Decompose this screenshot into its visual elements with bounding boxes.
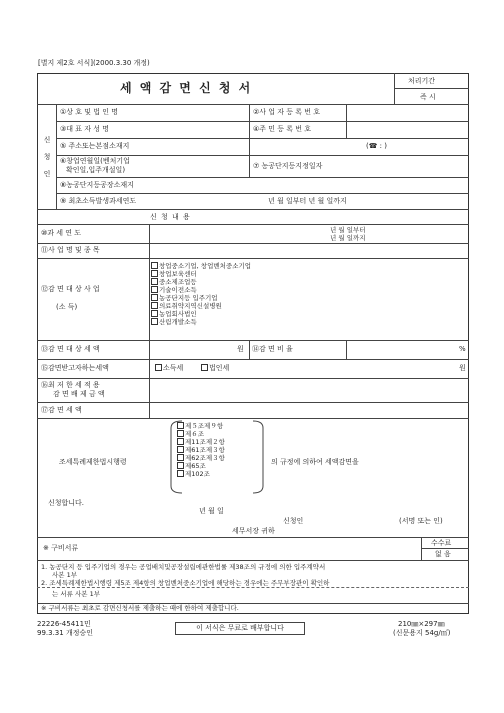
clause-item[interactable]: 제11조제２항 — [177, 438, 225, 446]
paper-size: 210㎜×297㎜ — [398, 620, 445, 628]
target-tax-label: ⑮감면받고자하는세액 — [41, 364, 109, 372]
checkbox-icon[interactable] — [177, 462, 184, 469]
footer-approval: 99.3.31 개정승인 — [37, 629, 93, 637]
date-line: 년 월 일 — [199, 507, 224, 515]
business-field[interactable] — [150, 244, 468, 257]
clause-item[interactable]: 제61조제３항 — [177, 446, 225, 454]
checkbox-icon[interactable] — [177, 422, 184, 429]
applicant-label: 신청인 — [283, 517, 304, 525]
document-item-2a: 2. 조세특례제한법시행령 제5조 제4항의 창업벤처중소기업에 해당하는 경우에는 주무부장관이 확인하 — [41, 579, 330, 587]
industrial-complex-date-field[interactable] — [350, 156, 468, 176]
tax-year-to: 년 월 일까지 — [330, 234, 366, 242]
company-name-field[interactable] — [150, 105, 248, 120]
clause-list — [177, 422, 225, 478]
option-medical-area[interactable]: 의료취약지역신설병원 — [151, 302, 251, 310]
checkbox-icon[interactable] — [177, 446, 184, 453]
footer-code: 22226-45411민 — [37, 620, 91, 628]
clause-item[interactable]: 제102조 — [177, 470, 225, 478]
option-tech-transfer[interactable]: 기술이전소득 — [151, 286, 251, 294]
corp-tax-option[interactable]: 법인세 — [201, 364, 229, 373]
industrial-complex-date-label: ⑦ 농공단지등지정일자 — [253, 162, 323, 170]
paper-type: (신문용지 54g/㎡) — [393, 629, 451, 637]
checkbox-icon[interactable] — [151, 318, 158, 325]
form-number: [별지 제2호 서식](2000.3.30 개정) — [38, 59, 150, 67]
representative-field[interactable] — [150, 122, 248, 137]
factory-location-label: ⑧농공단지등공장소재지 — [60, 181, 134, 189]
address-field[interactable] — [150, 139, 360, 154]
form-title: 세 액 감 면 신 청 서 — [120, 81, 253, 95]
checkbox-icon[interactable] — [151, 270, 158, 277]
checkbox-icon[interactable] — [177, 430, 184, 437]
first-income-year-label: ⑨ 최초소득발생과세연도 — [60, 197, 137, 205]
option-forest-dev[interactable]: 산림개발소득 — [151, 318, 251, 326]
phone-label: (☎ : ) — [366, 142, 387, 150]
checkbox-icon[interactable] — [177, 470, 184, 477]
documents-title: ※ 구비서류 — [43, 544, 79, 552]
representative-label: ③대 표 자 성 명 — [60, 125, 109, 133]
clause-item[interactable]: 제５조제９항 — [177, 422, 225, 430]
income-tax-option[interactable]: 소득세 — [155, 364, 183, 373]
checkbox-icon[interactable] — [177, 438, 184, 445]
tax-year-from: 년 월 일부터 — [330, 226, 366, 234]
min-tax-label-2: 감 면 배 제 금 액 — [53, 390, 105, 398]
document-item-2b: 는 서류 사본 1부 — [52, 590, 101, 598]
reduced-tax-label: ⑰감 면 세 액 — [41, 406, 82, 414]
option-sme-manufacturing[interactable]: 중소제조업등 — [151, 278, 251, 286]
target-tax-unit: 원 — [459, 364, 466, 372]
checkbox-icon[interactable] — [151, 286, 158, 293]
checkbox-icon[interactable] — [177, 454, 184, 461]
checkbox-icon[interactable] — [201, 364, 208, 371]
checkbox-icon[interactable] — [151, 294, 158, 301]
law-suffix: 의 규정에 의하여 세액감면을 — [271, 458, 359, 466]
option-industrial-complex[interactable]: 농공단지등 입주기업 — [151, 294, 251, 302]
signature-label: (서명 또는 인) — [399, 517, 443, 525]
fee-value: 없 음 — [435, 550, 451, 558]
reduction-business-label: ⑫감 면 대 상 사 업 — [41, 285, 100, 293]
first-income-range: 년 월 일부터 년 월 일까지 — [268, 197, 347, 205]
clause-item[interactable]: 제65조 — [177, 462, 225, 470]
checkbox-icon[interactable] — [151, 310, 158, 317]
min-tax-field[interactable] — [150, 379, 468, 401]
checkbox-icon[interactable] — [155, 364, 162, 371]
option-incubator[interactable]: 창업보육센터 — [151, 270, 251, 278]
apply-text: 신청합니다. — [48, 499, 85, 507]
min-tax-label-1: ⑯최 저 한 세 적 용 — [41, 381, 100, 389]
fee-label: 수수료 — [431, 539, 452, 547]
checkbox-icon[interactable] — [151, 278, 158, 285]
processing-period-label: 처리기간 — [408, 77, 436, 85]
applicant-section-label: 신청인 — [43, 136, 51, 178]
free-distribution-notice: 이 서식은 무료로 배부합니다 — [175, 622, 305, 635]
business-reg-no-field[interactable] — [350, 105, 468, 120]
addressee: 세무서장 귀하 — [232, 527, 275, 535]
address-label: ⑤ 주소또는본점소재지 — [60, 142, 130, 150]
company-name-label: ①상 호 및 법 인 명 — [60, 108, 118, 116]
resident-reg-no-field[interactable] — [350, 122, 468, 137]
option-farm-corp[interactable]: 농업회사법인 — [151, 310, 251, 318]
factory-location-field[interactable] — [150, 178, 468, 192]
reduction-tax-unit: 원 — [237, 345, 244, 353]
document-item-1b: 사본 1부 — [52, 571, 78, 579]
option-startup-sme[interactable]: 창업중소기업, 창업벤처중소기업 — [151, 262, 251, 270]
founding-date-label-1: ⑥창업연월일(벤처기업 — [60, 157, 130, 165]
processing-period-value: 즉 시 — [420, 93, 436, 101]
documents-note: ※ 구비서류는 최초로 감면신청서를 제출하는 때에 한하여 제출합니다. — [41, 604, 239, 612]
business-label: ⑪사 업 명 및 종 목 — [41, 246, 100, 254]
founding-date-field[interactable] — [150, 156, 248, 176]
reduction-ratio-field[interactable] — [347, 341, 455, 358]
checkbox-icon[interactable] — [151, 262, 158, 269]
business-reg-no-label: ②사 업 자 등 록 번 호 — [253, 108, 320, 116]
reduction-business-options — [151, 262, 251, 326]
checkbox-icon[interactable] — [151, 302, 158, 309]
reduction-tax-field[interactable] — [150, 341, 248, 358]
reduction-business-sub: (소 득) — [56, 303, 78, 311]
resident-reg-no-label: ④주 민 등 록 번 호 — [253, 125, 311, 133]
reduction-tax-label: ⑬감 면 대 상 세 액 — [41, 345, 100, 353]
clause-item[interactable]: 제62조제３항 — [177, 454, 225, 462]
document-item-1a: 1. 농공단지 등 입주기업의 경우는 공업배치및공장설립에관한법률 제38조의 규정에 의한 입주계약서 — [41, 563, 326, 571]
right-bracket-icon — [252, 420, 266, 494]
reduced-tax-field[interactable] — [150, 403, 468, 417]
application-content-header: 신 청 내 용 — [150, 213, 191, 221]
reduction-ratio-label: ⑭감 면 비 율 — [252, 345, 293, 353]
clause-item[interactable]: 제６조 — [177, 430, 225, 438]
founding-date-label-2: 확인일,입주개설일) — [66, 166, 126, 174]
reduction-ratio-unit: % — [459, 345, 466, 353]
law-prefix: 조세특례제한법시행령 — [59, 458, 127, 466]
tax-year-label: ⑩과 세 연 도 — [41, 229, 81, 237]
